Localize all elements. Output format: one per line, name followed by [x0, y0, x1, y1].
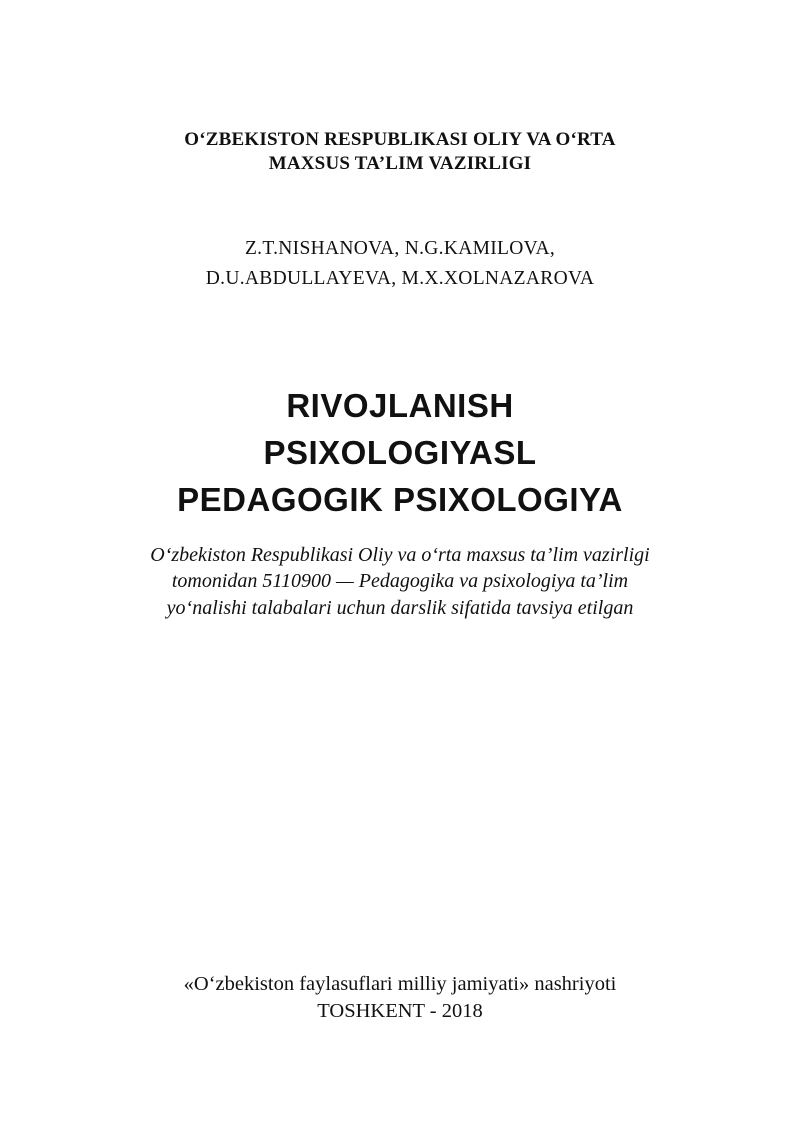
authors-line-1: Z.T.NISHANOVA, N.G.KAMILOVA,	[244, 238, 556, 259]
approval-line-3: yo‘nalishi talabalari uchun darslik sifatida tavsiya etilgan	[166, 597, 634, 619]
ministry-line-2: MAXSUS TA’LIM VAZIRLIGI	[268, 153, 532, 174]
ministry-line-1: O‘ZBEKISTON RESPUBLIKASI OLIY VA O‘RTA	[184, 129, 616, 150]
title-line-2: PSIXOLOGIYASL	[263, 434, 537, 471]
approval-line-1: O‘zbekiston Respublikasi Oliy va o‘rta maxsus ta’lim vazirligi	[150, 544, 650, 566]
authors-line-2: D.U.ABDULLAYEVA, M.X.XOLNAZAROVA	[205, 268, 595, 289]
publisher-name: «O‘zbekiston faylasuflari milliy jamiyati» nashriyoti	[183, 973, 617, 995]
title-line-1: RIVOJLANISH	[286, 387, 514, 424]
approval-line-2: tomonidan 5110900 — Pedagogika va psixologiya ta’lim	[171, 570, 629, 592]
publisher-place-year: TOSHKENT - 2018	[317, 1000, 483, 1022]
title-line-3: PEDAGOGIK PSIXOLOGIYA	[177, 481, 623, 518]
